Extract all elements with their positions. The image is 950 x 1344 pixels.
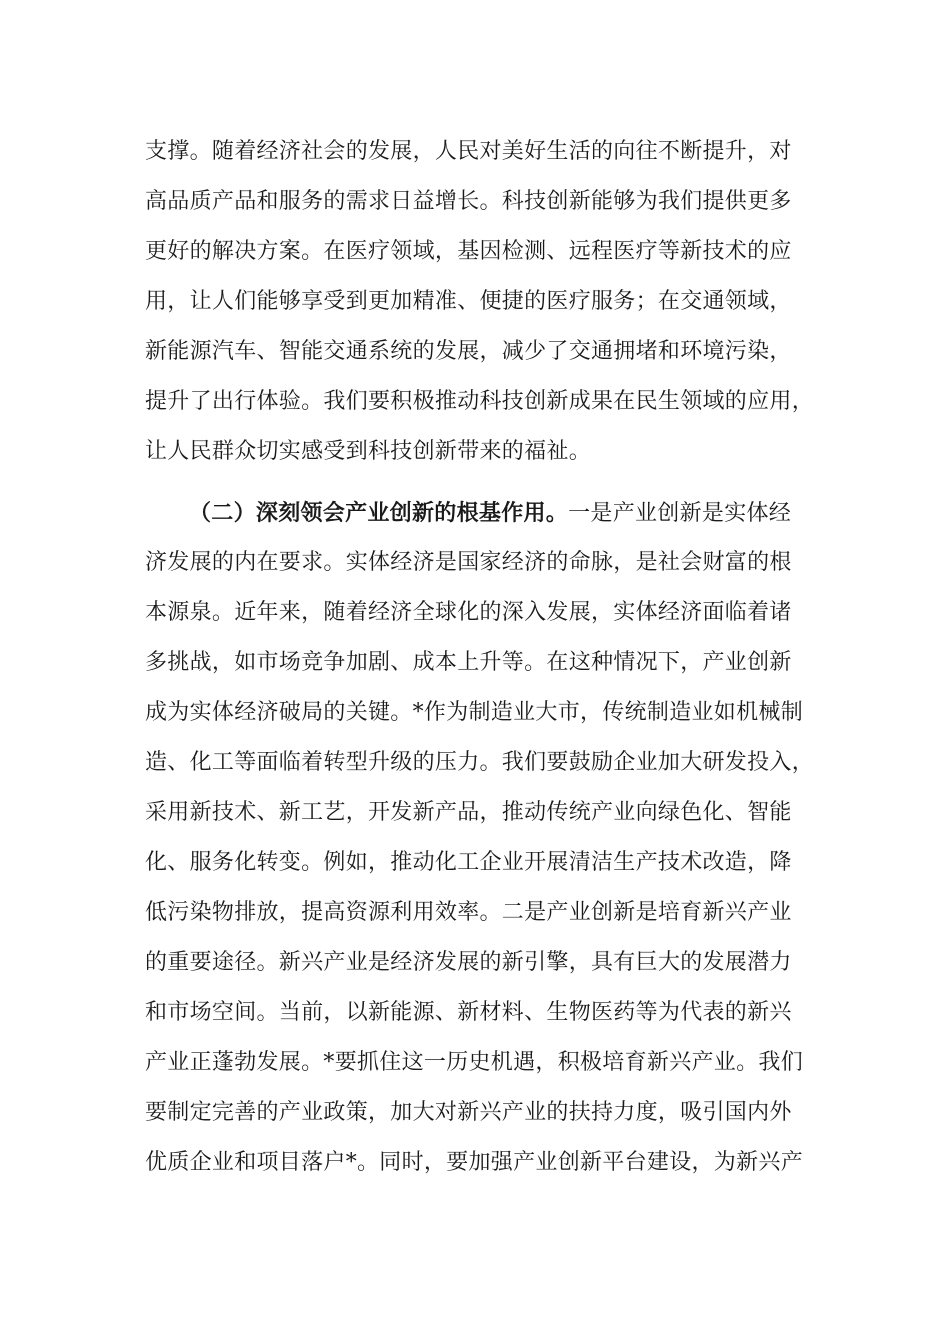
text-line: 优质企业和项目落户*。同时，要加强产业创新平台建设，为新兴产 xyxy=(145,1150,804,1175)
text-line: 高品质产品和服务的需求日益增长。科技创新能够为我们提供更多 xyxy=(145,189,792,214)
text-line: 提升了出行体验。我们要积极推动科技创新成果在民生领域的应用， xyxy=(145,389,815,414)
text-line: 让人民群众切实感受到科技创新带来的福祉。 xyxy=(145,439,592,464)
text-line: 更好的解决方案。在医疗领域，基因检测、远程医疗等新技术的应 xyxy=(145,239,792,264)
text-line: 多挑战，如市场竞争加剧、成本上升等。在这种情况下，产业创新 xyxy=(145,650,792,675)
paragraph-industrial-innovation xyxy=(145,488,815,1188)
text-line: 要制定完善的产业政策，加大对新兴产业的扶持力度，吸引国内外 xyxy=(145,1100,792,1125)
text-line: 支撑。随着经济社会的发展，人民对美好生活的向往不断提升，对 xyxy=(145,139,792,164)
text-line: 化、服务化转变。例如，推动化工企业开展清洁生产技术改造，降 xyxy=(145,850,792,875)
text-line: 济发展的内在要求。实体经济是国家经济的命脉，是社会财富的根 xyxy=(145,550,792,575)
text-line: 低污染物排放，提高资源利用效率。二是产业创新是培育新兴产业 xyxy=(145,900,792,925)
text-line: 成为实体经济破局的关键。*作为制造业大市，传统制造业如机械制 xyxy=(145,700,804,725)
text-line: 造、化工等面临着转型升级的压力。我们要鼓励企业加大研发投入， xyxy=(145,750,815,775)
text-line: 新能源汽车、智能交通系统的发展，减少了交通拥堵和环境污染， xyxy=(145,339,792,364)
text-line: 产业正蓬勃发展。*要抓住这一历史机遇，积极培育新兴产业。我们 xyxy=(145,1050,804,1075)
text-line: 采用新技术、新工艺，开发新产品，推动传统产业向绿色化、智能 xyxy=(145,800,792,825)
text-line: 和市场空间。当前，以新能源、新材料、生物医药等为代表的新兴 xyxy=(145,1000,792,1025)
text-line: 用，让人们能够享受到更加精准、便捷的医疗服务；在交通领域， xyxy=(145,289,792,314)
text-line: 的重要途径。新兴产业是经济发展的新引擎，具有巨大的发展潜力 xyxy=(145,950,792,975)
section-heading: （二）深刻领会产业创新的根基作用。 xyxy=(189,500,569,526)
heading-continuation: 一是产业创新是实体经 xyxy=(568,501,792,526)
paragraph-first-line xyxy=(145,488,815,538)
paragraph-people-livelihood xyxy=(145,127,815,477)
text-line: 本源泉。近年来，随着经济全球化的深入发展，实体经济面临着诸 xyxy=(145,600,792,625)
